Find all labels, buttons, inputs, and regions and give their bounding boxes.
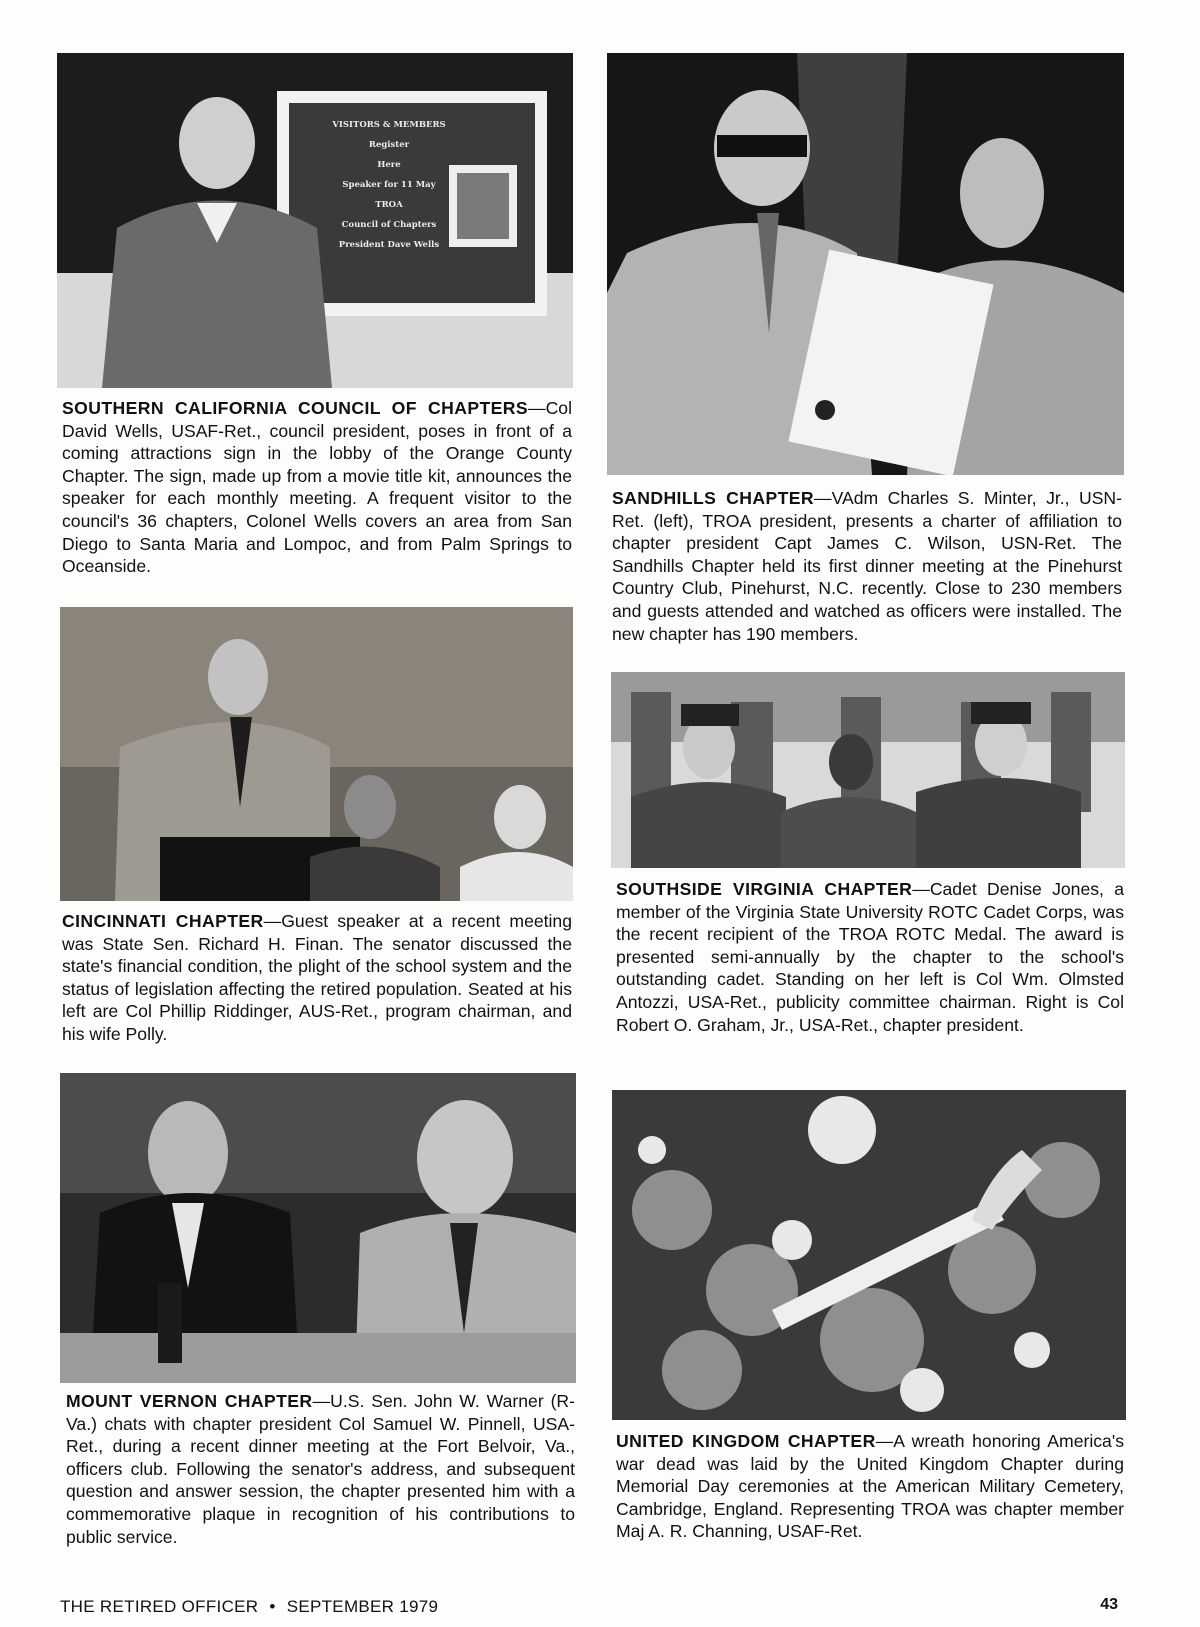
sign-line-5: TROA [375,200,403,210]
caption-body: —Cadet Denise Jones, a member of the Virginia State University ROTC Cadet Corps, was the recent recipient of the TROA ROTC Medal. The award is presented semi-annually by the chapter to the school's outstanding cadet. Standing on her left is Col Wm. Olmsted Antozzi, USA-Ret., publicity committee chairman. Right is Col Robert O. Graham, Jr., USA-Ret., chapter president. [616,879,1125,1035]
sign-line-2: Register [368,140,410,150]
caption-body: —A wreath honoring America's war dead was laid by the United Kingdom Chapter during Memorial Day ceremonies at the American Military Cemetery, Cambridge, England. Representing TROA was chapter member Maj A. R. Channing, USAF-Ret. [616,1431,1124,1542]
caption-heading: UNITED KINGDOM CHAPTER [616,1431,876,1451]
caption-heading: SOUTHSIDE VIRGINIA CHAPTER [616,879,913,899]
caption-body: —Guest speaker at a recent meeting was State Sen. Richard H. Finan. The senator discussed the state's financial condition, the plight of the school system and the status of legislation affecting the retired population. Seated at his left are Col Phillip Riddinger, AUS-Ret., program chairman, and his wife Polly. [62,911,573,1044]
caption-sandhills [612,487,1122,645]
publication-title: THE RETIRED OFFICER [60,1597,259,1616]
sign-line-6: Council of Chapters [341,220,437,230]
caption-body: —U.S. Sen. John W. Warner (R-Va.) chats with chapter president Col Samuel W. Pinnell, USA-Ret., during a recent dinner meeting at the Fort Belvoir, Va., officers club. Following the senator's address, and subsequent question and answer session, the chapter presented him with a commemorative plaque in recognition of his contributions to public service. [66,1391,575,1547]
caption-heading: MOUNT VERNON CHAPTER [66,1391,313,1411]
caption-heading: CINCINNATI CHAPTER [62,911,264,931]
sign-line-3: Here [377,160,401,170]
caption-mount-vernon [66,1390,575,1548]
photo-united-kingdom [612,1090,1126,1420]
caption-heading: SOUTHERN CALIFORNIA COUNCIL OF CHAPTERS [62,398,528,418]
caption-body: —Col David Wells, USAF-Ret., council president, poses in front of a coming attractions sign in the lobby of the Orange County Chapter. The sign, made up from a movie title kit, announces the speaker for each monthly meeting. A frequent visitor to the council's 36 chapters, Colonel Wells covers an area from San Diego to Santa Maria and Lompoc, and from Palm Springs to Oceanside. [62,398,572,577]
caption-cincinnati [62,910,572,1046]
sign-line-1: VISITORS & MEMBERS [332,120,446,130]
photo-sandhills [607,53,1124,475]
page-number: 43 [1100,1596,1118,1613]
photo-southern-california [57,53,573,388]
photo-mount-vernon [60,1073,576,1383]
photo-southside-virginia [611,672,1125,868]
caption-united-kingdom [616,1430,1124,1543]
issue-date: SEPTEMBER 1979 [286,1597,439,1616]
caption-body: —VAdm Charles S. Minter, Jr., USN-Ret. (left), TROA president, presents a charter of affiliation to chapter president Capt James C. Wilson, USN-Ret. The Sandhills Chapter held its first dinner meeting at the Pinehurst Country Club, Pinehurst, N.C. recently. Close to 230 members and guests attended and watched as officers were installed. The new chapter has 190 members. [612,488,1122,644]
page-footer [60,1597,438,1617]
caption-southside-virginia [616,878,1124,1036]
caption-southern-california [62,397,572,578]
footer-bullet: • [269,1597,276,1616]
caption-heading: SANDHILLS CHAPTER [612,488,814,508]
sign-line-4: Speaker for 11 May [342,180,436,190]
photo-cincinnati [60,607,573,901]
sign-line-7: President Dave Wells [338,240,440,250]
